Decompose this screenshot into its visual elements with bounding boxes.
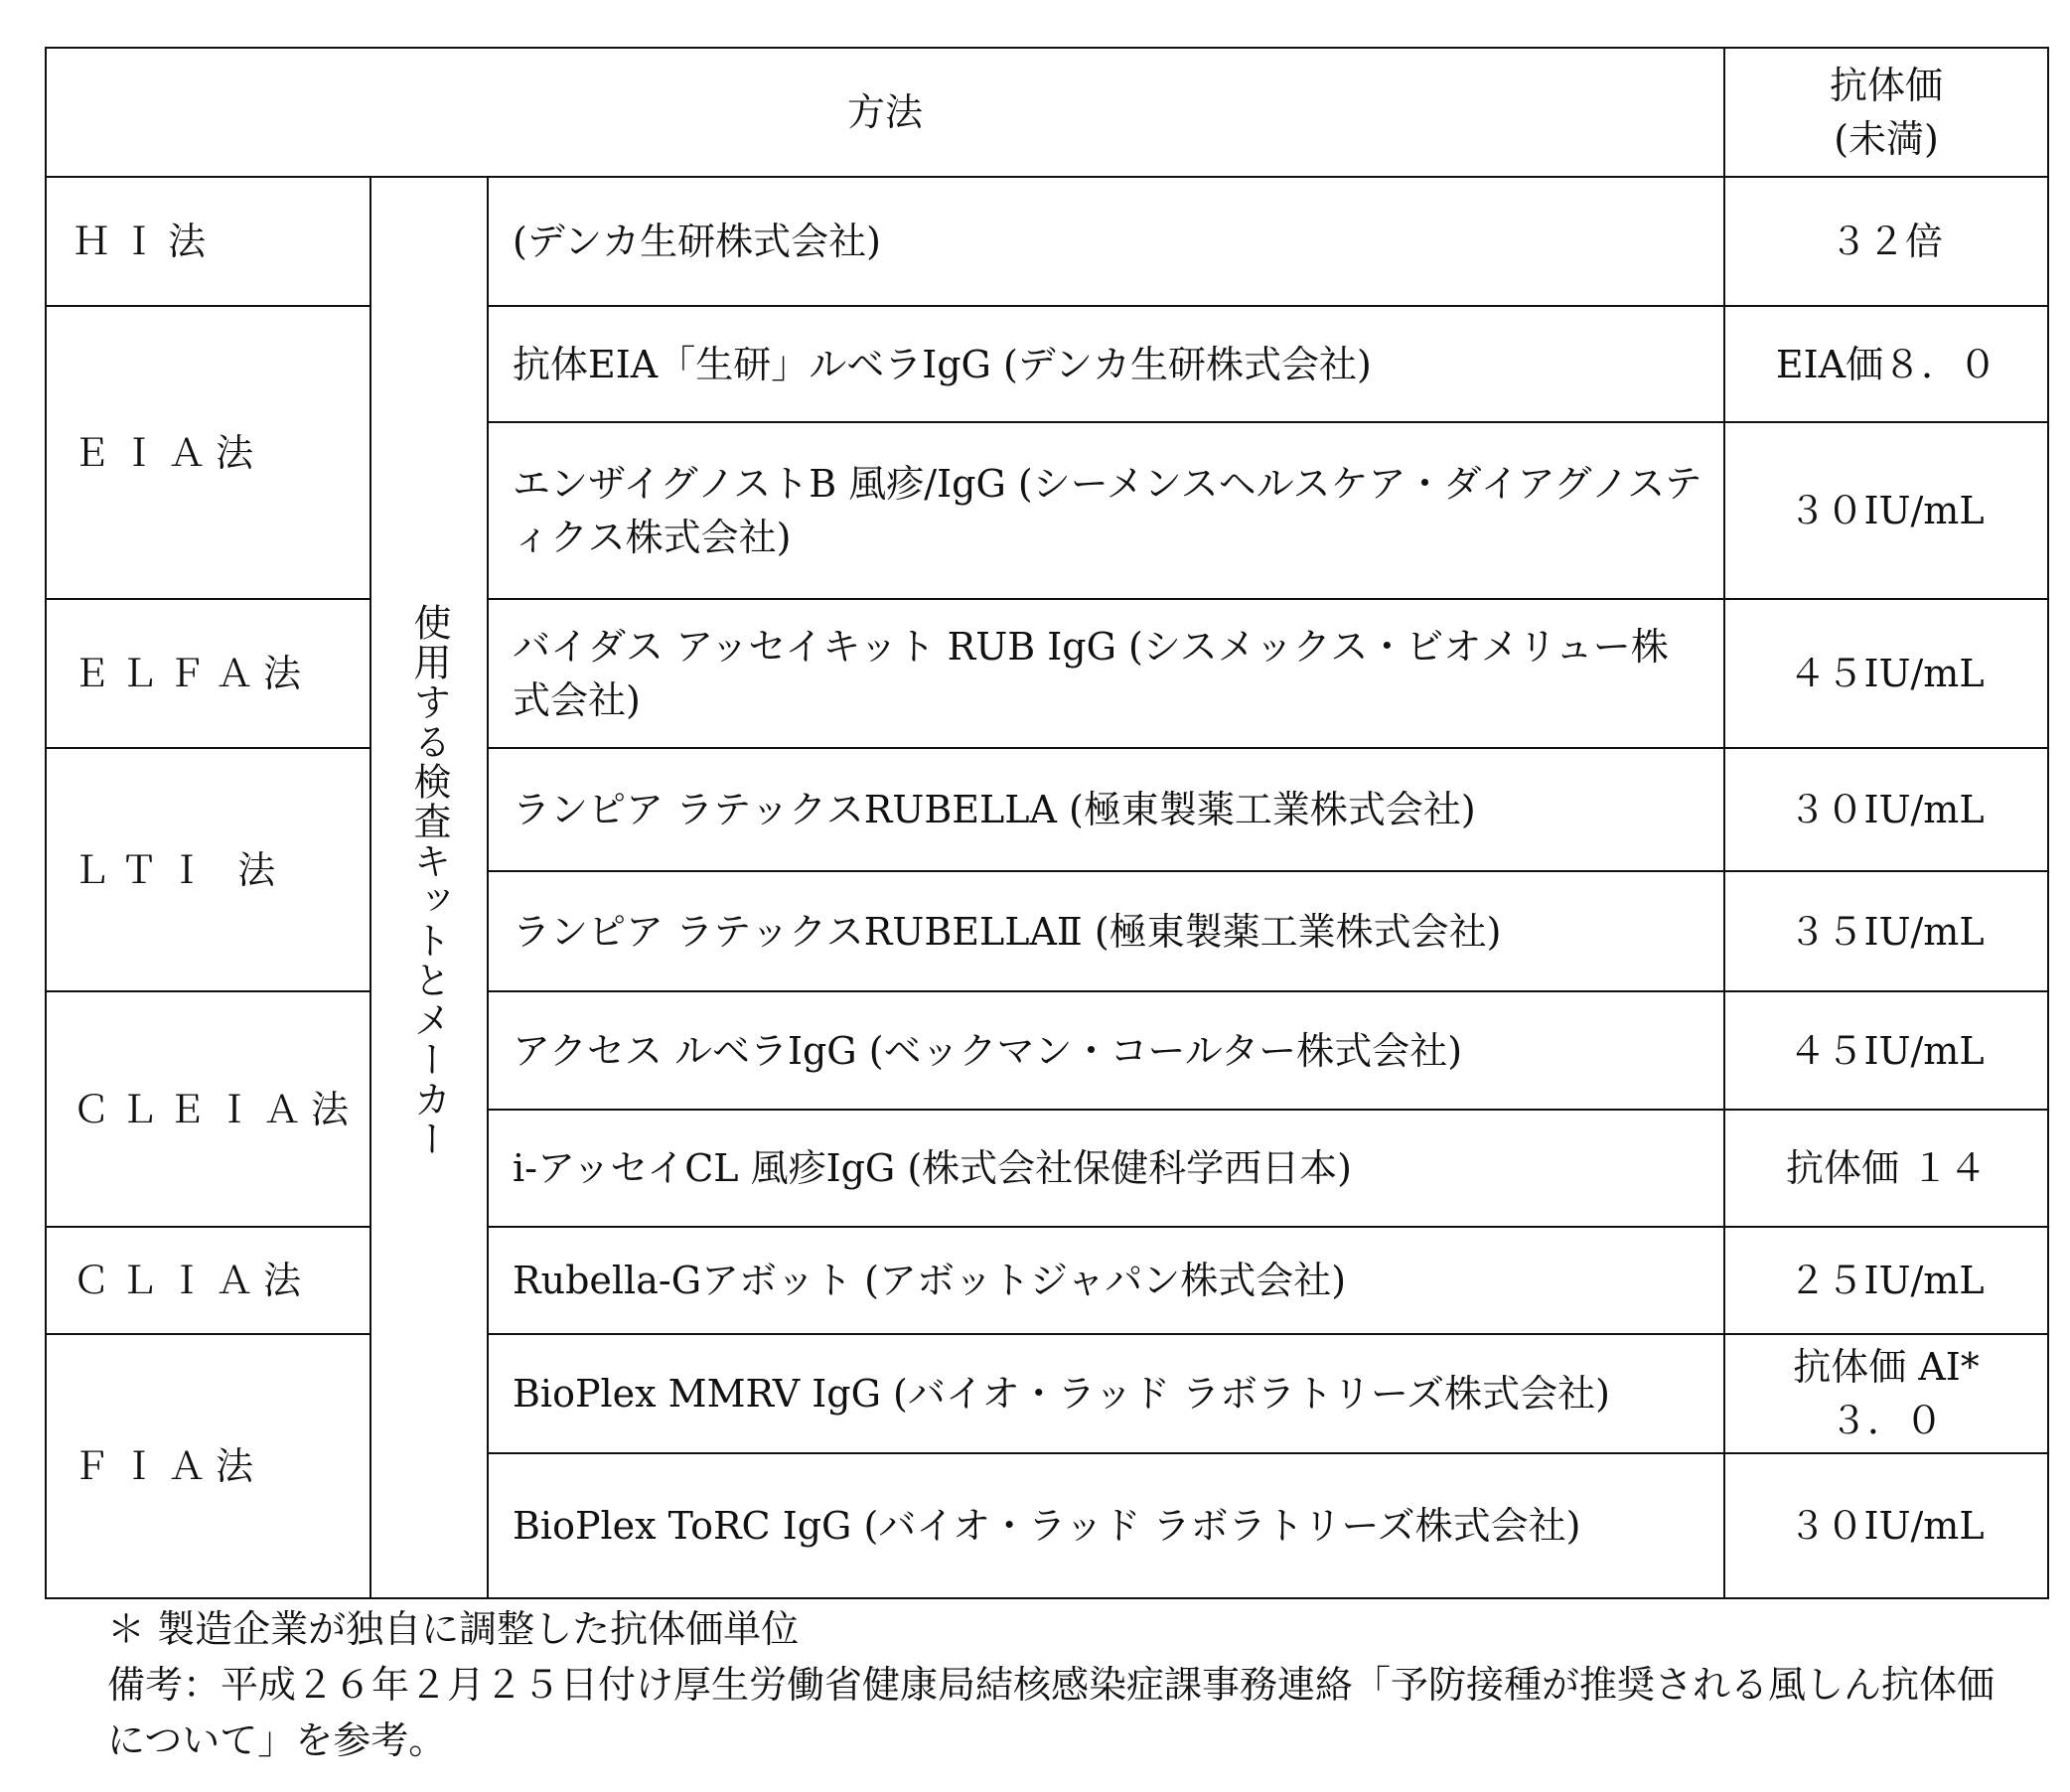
kit-cell: アクセス ルベラIgG (ベックマン・コールター株式会社) xyxy=(488,991,1724,1110)
kit-cell: i-アッセイCL 風疹IgG (株式会社保健科学西日本) xyxy=(488,1110,1724,1227)
table-row xyxy=(46,1334,2048,1453)
value-cell: ３２倍 xyxy=(1724,177,2048,306)
header-value-sublabel: (未満) xyxy=(1834,117,1939,161)
kit-cell: 抗体EIA「生研」ルベラIgG (デンカ生研株式会社) xyxy=(488,306,1724,422)
footnote: ＊ 製造企業が独自に調整した抗体価単位 xyxy=(107,1607,800,1651)
header-value-label: 抗体価 xyxy=(1830,64,1944,107)
table-row xyxy=(46,177,2048,306)
kit-cell: BioPlex ToRC IgG (バイオ・ラッド ラボラトリーズ株式会社) xyxy=(488,1453,1724,1598)
method-cell-eia: ＥＩＡ法 xyxy=(46,306,370,599)
kit-cell: Rubella-Gアボット (アボットジャパン株式会社) xyxy=(488,1227,1724,1334)
table-row xyxy=(46,306,2048,422)
value-cell: ４５IU/mL xyxy=(1724,991,2048,1110)
method-cell-clia: ＣＬＩＡ法 xyxy=(46,1227,370,1334)
value-cell: EIA価８．０ xyxy=(1724,306,2048,422)
value-cell: ３５IU/mL xyxy=(1724,871,2048,991)
kit-cell: ランピア ラテックスRUBELLAⅡ (極東製薬工業株式会社) xyxy=(488,871,1724,991)
table-row xyxy=(46,748,2048,871)
value-cell: ２５IU/mL xyxy=(1724,1227,2048,1334)
value-cell: ３０IU/mL xyxy=(1724,1453,2048,1598)
kit-cell: (デンカ生研株式会社) xyxy=(488,177,1724,306)
header-method-cell xyxy=(46,48,1724,177)
value-cell: ４５IU/mL xyxy=(1724,599,2048,748)
table-header-row xyxy=(46,48,2048,177)
kit-cell: BioPlex MMRV IgG (バイオ・ラッド ラボラトリーズ株式会社) xyxy=(488,1334,1724,1453)
vertical-label: 使用する検査キットとメーカー xyxy=(407,602,451,1159)
kit-cell: エンザイグノストB 風疹/IgG (シーメンスヘルスケア・ダイアグノスティクス株式会社) xyxy=(488,422,1724,599)
kit-cell: ランピア ラテックスRUBELLA (極東製薬工業株式会社) xyxy=(488,748,1724,871)
notes-block xyxy=(107,1601,2024,1768)
remarks: 備考：平成２６年２月２５日付け厚生労働省健康局結核感染症課事務連絡「予防接種が推奨される風しん抗体価について」を参考。 xyxy=(107,1663,1996,1762)
method-cell-hi: ＨＩ法 xyxy=(46,177,370,306)
kit-cell: バイダス アッセイキット RUB IgG (シスメックス・ビオメリュー株式会社) xyxy=(488,599,1724,748)
table-row xyxy=(46,599,2048,748)
value-cell: ３０IU/mL xyxy=(1724,422,2048,599)
method-cell-cleia: ＣＬＥＩＡ法 xyxy=(46,991,370,1227)
value-line: 抗体価 AI* xyxy=(1793,1345,1980,1389)
vertical-label-cell xyxy=(370,177,488,1598)
header-method-label: 方法 xyxy=(847,90,924,134)
rubella-antibody-table xyxy=(45,47,2049,1599)
value-line: ３．０ xyxy=(1830,1399,1944,1442)
method-cell-fia: ＦＩＡ法 xyxy=(46,1334,370,1598)
table-row xyxy=(46,1227,2048,1334)
table-row xyxy=(46,991,2048,1110)
method-cell-lti: ＬＴＩ 法 xyxy=(46,748,370,991)
value-cell: ３０IU/mL xyxy=(1724,748,2048,871)
value-cell xyxy=(1724,1334,2048,1453)
value-cell: 抗体価 １４ xyxy=(1724,1110,2048,1227)
method-cell-elfa: ＥＬＦＡ法 xyxy=(46,599,370,748)
header-value-cell xyxy=(1724,48,2048,177)
